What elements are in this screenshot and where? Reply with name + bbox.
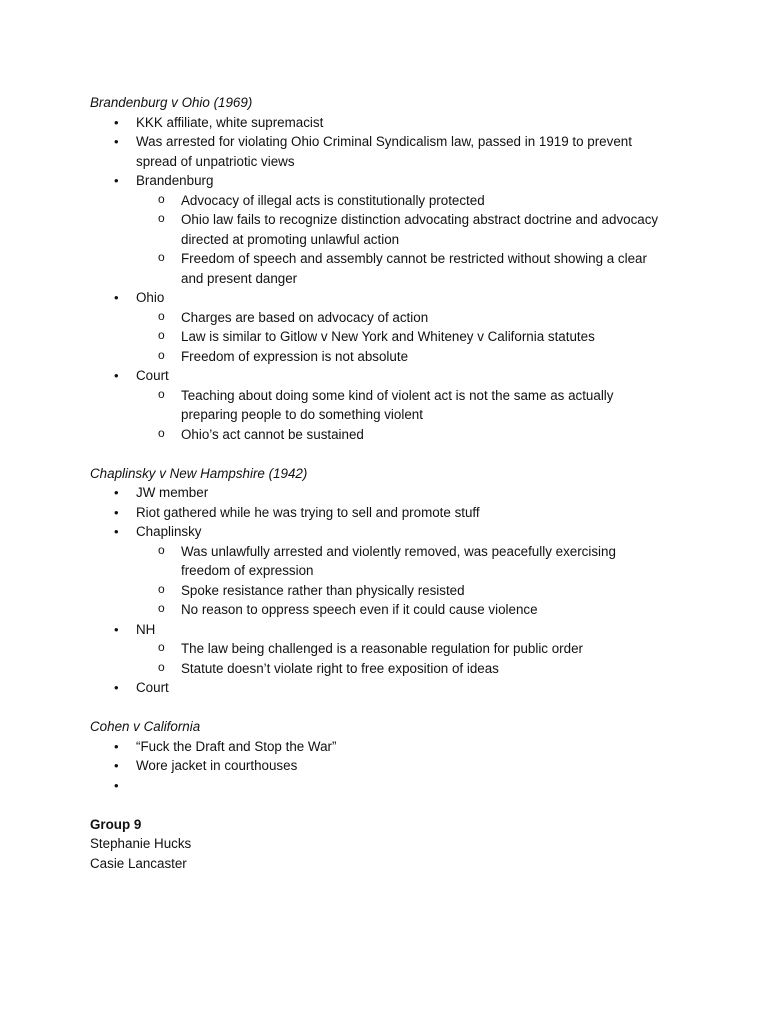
list-item (90, 737, 690, 757)
sub-list-item (136, 210, 690, 249)
list-item (90, 776, 690, 796)
list-item-text: Court (136, 680, 169, 695)
circle-bullet-icon: o (158, 191, 165, 206)
list-item (90, 503, 690, 523)
sub-list-item (136, 327, 690, 347)
sub-list-item-text: Freedom of speech and assembly cannot be restricted without showing a clear and present danger (181, 251, 647, 286)
sub-list-item (136, 347, 690, 367)
case-title-brandenburg: Brandenburg v Ohio (1969) (90, 95, 253, 110)
nh-sublist (136, 639, 690, 678)
sub-list-item-text: Spoke resistance rather than physically resisted (181, 582, 465, 598)
list-item (90, 366, 690, 444)
sub-list-item (136, 308, 690, 328)
sub-list-item (136, 639, 690, 659)
list-item (90, 620, 690, 679)
bullet-icon: • (114, 621, 119, 637)
circle-bullet-icon: o (158, 601, 165, 615)
bullet-icon: • (114, 680, 119, 695)
sub-list-item-text: Statute doesn’t violate right to free exposition of ideas (181, 660, 499, 676)
sub-list-item-text: Ohio law fails to recognize distinction advocating abstract doctrine and advocacy directed at promoting unlawful action (181, 212, 659, 247)
chaplinsky-list (90, 483, 690, 698)
list-item-text: Court (136, 368, 169, 383)
sub-list-item-text: Was unlawfully arrested and violently removed, was peacefully exercising freedom of expression (181, 543, 616, 578)
sub-list-item (136, 425, 690, 445)
bullet-icon: • (114, 173, 119, 188)
list-item-text: Was arrested for violating Ohio Criminal Syndicalism law, passed in 1919 to prevent spread of unpatriotic views (136, 134, 632, 169)
list-item-text: Wore jacket in courthouses (136, 758, 298, 773)
list-item (90, 678, 690, 698)
circle-bullet-icon: o (158, 328, 165, 342)
court-sublist (136, 386, 690, 445)
list-item (90, 132, 690, 171)
bullet-icon: • (114, 777, 119, 793)
bullet-icon: • (114, 738, 119, 754)
sub-list-item-text: Charges are based on advocacy of action (181, 309, 429, 325)
list-item (90, 113, 690, 133)
paragraph-spacer (90, 698, 690, 718)
group-member: Stephanie Hucks (90, 836, 192, 851)
sub-list-item-text: Advocacy of illegal acts is constitutionally protected (181, 192, 485, 208)
list-item-text: Ohio (136, 290, 165, 305)
sub-list-item-text: Freedom of expression is not absolute (181, 348, 409, 364)
cohen-list (90, 737, 690, 796)
list-item-text: Brandenburg (136, 173, 214, 188)
list-item (90, 171, 690, 288)
circle-bullet-icon: o (158, 250, 165, 264)
case-title-cohen: Cohen v California (90, 719, 201, 734)
list-item-text: JW member (136, 485, 209, 500)
bullet-icon: • (114, 368, 119, 383)
ohio-sublist (136, 308, 690, 367)
circle-bullet-icon: o (158, 659, 165, 674)
brandenburg-list (90, 113, 690, 445)
circle-bullet-icon: o (158, 581, 165, 596)
paragraph-spacer (90, 444, 690, 464)
bullet-icon: • (114, 524, 119, 539)
list-item (90, 288, 690, 366)
group-title: Group 9 (90, 816, 142, 832)
circle-bullet-icon: o (158, 425, 165, 440)
bullet-icon: • (114, 134, 119, 149)
circle-bullet-icon: o (158, 542, 165, 557)
sub-list-item (136, 581, 690, 601)
sub-list-item-text: Law is similar to Gitlow v New York and Whiteney v California statutes (181, 329, 595, 344)
sub-list-item (136, 249, 690, 288)
sub-list-item (136, 386, 690, 425)
list-item-text: Chaplinsky (136, 524, 202, 539)
circle-bullet-icon: o (158, 211, 165, 225)
case-title-chaplinsky: Chaplinsky v New Hampshire (1942) (90, 465, 308, 481)
list-item (90, 756, 690, 776)
list-item-text: NH (136, 621, 156, 637)
list-item-text: “Fuck the Draft and Stop the War” (136, 738, 337, 754)
bullet-icon: • (114, 504, 119, 520)
list-item-text: KKK affiliate, white supremacist (136, 114, 324, 130)
sub-list-item (136, 542, 690, 581)
bullet-icon: • (114, 758, 119, 773)
sub-list-item (136, 600, 690, 620)
sub-list-item-text: No reason to oppress speech even if it could cause violence (181, 602, 538, 617)
list-item (90, 522, 690, 620)
sub-list-item-text: Ohio’s act cannot be sustained (181, 426, 364, 442)
sub-list-item-text: The law being challenged is a reasonable regulation for public order (181, 641, 583, 656)
circle-bullet-icon: o (158, 640, 165, 654)
bullet-icon: • (114, 485, 119, 500)
circle-bullet-icon: o (158, 308, 165, 323)
circle-bullet-icon: o (158, 386, 165, 401)
sub-list-item (136, 191, 690, 211)
list-item-text: Riot gathered while he was trying to sell and promote stuff (136, 504, 480, 520)
sub-list-item (136, 659, 690, 679)
paragraph-spacer (90, 795, 690, 815)
sub-list-item-text: Teaching about doing some kind of violent act is not the same as actually preparing people to do something violent (181, 387, 614, 422)
circle-bullet-icon: o (158, 347, 165, 362)
list-item (90, 483, 690, 503)
group-member: Casie Lancaster (90, 855, 187, 871)
document-body (90, 93, 690, 873)
bullet-icon: • (114, 114, 119, 130)
chaplinsky-sublist (136, 542, 690, 620)
bullet-icon: • (114, 290, 119, 305)
brandenburg-sublist (136, 191, 690, 289)
